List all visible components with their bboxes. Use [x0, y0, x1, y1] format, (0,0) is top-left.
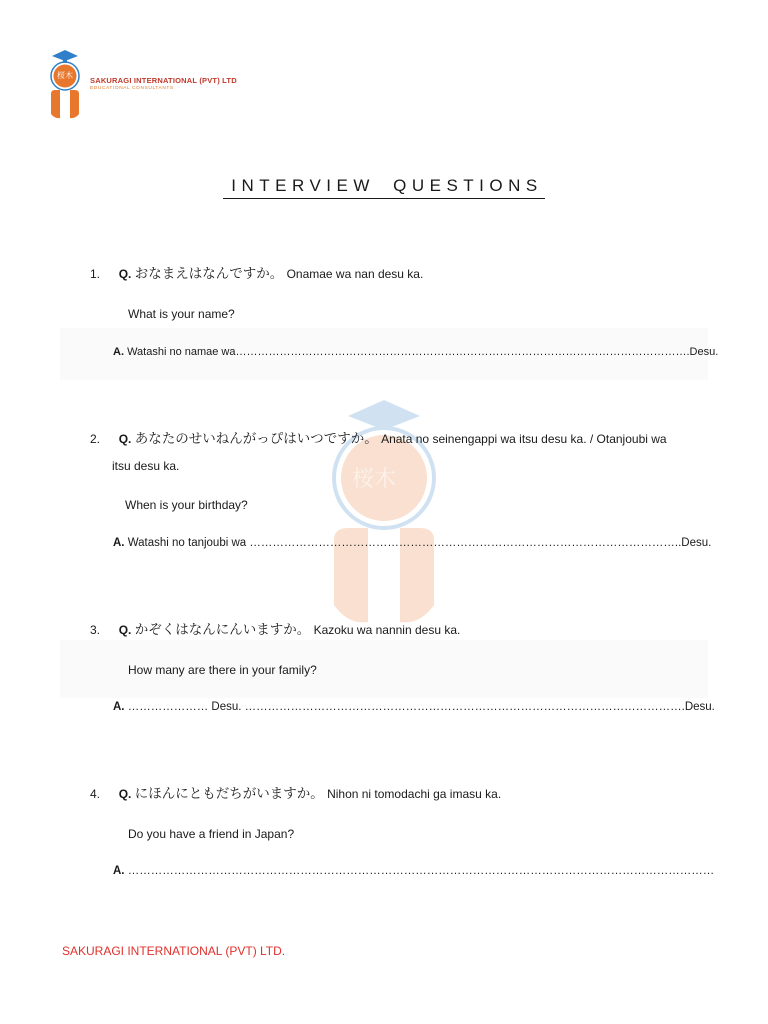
- question-number: 2.: [90, 432, 101, 446]
- answer-text: Watashi no tanjoubi wa …………………………………………………………………………………………………..Desu.: [127, 537, 712, 549]
- answer-1-line: [113, 346, 718, 358]
- footer-company-name: SAKURAGI INTERNATIONAL (PVT) LTD.: [62, 944, 286, 958]
- logo-tagline: EDUCATIONAL CONSULTANTS: [90, 86, 174, 91]
- question-1-english: What is your name?: [128, 307, 235, 321]
- question-number: 1.: [90, 267, 101, 281]
- question-romaji: Onamae wa nan desu ka.: [286, 267, 424, 281]
- question-2-romaji-cont: itsu desu ka.: [112, 459, 180, 473]
- question-romaji: Nihon ni tomodachi ga imasu ka.: [327, 787, 502, 801]
- answer-2-line: [113, 537, 711, 549]
- logo-company-name: SAKURAGI INTERNATIONAL (PVT) LTD: [90, 76, 237, 85]
- question-marker: Q.: [118, 267, 132, 281]
- answer-marker: A.: [113, 537, 125, 549]
- question-3-english: How many are there in your family?: [128, 663, 317, 677]
- answer-marker: A.: [113, 865, 125, 877]
- page-title: INTERVIEW QUESTIONS: [0, 176, 768, 196]
- question-japanese: にほんにともだちがいますか。: [134, 786, 324, 802]
- answer-4-line: [113, 865, 714, 877]
- question-2-line: [90, 427, 667, 447]
- answer-3-line: [113, 701, 715, 713]
- question-romaji: Anata no seinengappi wa itsu desu ka. / Otanjoubi wa: [381, 432, 667, 446]
- question-romaji: Kazoku wa nannin desu ka.: [313, 623, 461, 637]
- question-number: 4.: [90, 787, 101, 801]
- question-3-line: [90, 618, 460, 638]
- question-4-line: [90, 782, 501, 802]
- question-number: 3.: [90, 623, 101, 637]
- question-2-english: When is your birthday?: [125, 498, 248, 512]
- question-marker: Q.: [118, 432, 132, 446]
- answer-text: Watashi no namae wa…………………………………………………………………………………………………………….Desu.: [127, 346, 719, 358]
- question-marker: Q.: [118, 787, 132, 801]
- watermark-kanji: 桜木: [352, 467, 397, 492]
- question-1-line: [90, 262, 423, 282]
- question-japanese: かぞくはなんにんいますか。: [134, 622, 311, 638]
- logo-emblem-icon: [40, 44, 90, 124]
- answer-text: ………………… Desu. …………………………………………………………………………………………………….Desu.: [127, 701, 715, 713]
- answer-text: ………………………………………………………………………………………………………………………………………: [127, 865, 715, 877]
- question-japanese: おなまえはなんですか。: [134, 266, 284, 282]
- question-4-english: Do you have a friend in Japan?: [128, 827, 295, 841]
- question-marker: Q.: [118, 623, 132, 637]
- answer-marker: A.: [113, 346, 124, 358]
- answer-marker: A.: [113, 701, 125, 713]
- question-japanese: あなたのせいねんがっぴはいつですか。: [134, 431, 378, 447]
- logo-kanji: 桜木: [57, 71, 73, 80]
